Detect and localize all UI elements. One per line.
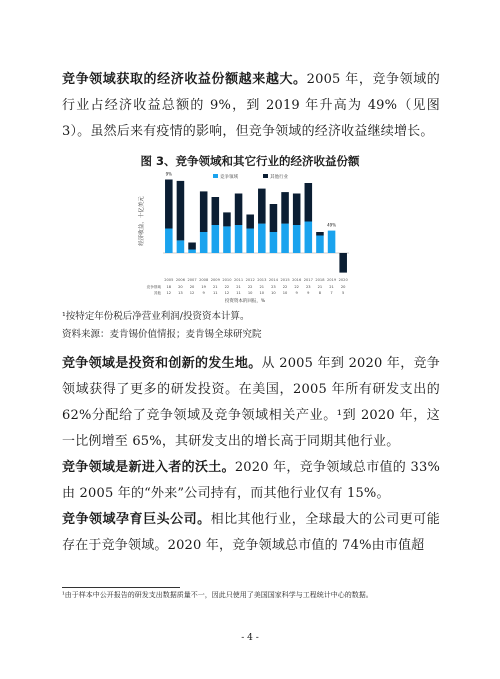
bar-competitive	[177, 240, 185, 253]
row1-value: 21	[317, 285, 323, 289]
x-tick-label: 2007	[187, 278, 197, 282]
row2-value: 7	[330, 291, 333, 295]
paragraph-body: 2020 年，竞争领域总市值的 33%由 2005 年的“外来”公司持有，而其他行业仅有 15%。	[62, 460, 440, 501]
chart-note: ¹按特定年份税后净营业利润/投资资本计算。	[62, 311, 250, 322]
row2-value: 8	[318, 291, 322, 295]
bar-other	[281, 192, 289, 224]
bar-other	[270, 204, 278, 232]
bar-other	[293, 194, 301, 226]
footnote: ¹由于样本中公开报告的研发支出数据质量不一，因此只使用了美国国家科学与工程统计中心的数据。	[62, 591, 373, 599]
x-tick-label: 2015	[280, 278, 290, 282]
callout-label: 49%	[327, 222, 337, 228]
row2-value: 12	[166, 291, 172, 295]
row1-value: 21	[213, 285, 218, 289]
bar-other	[339, 253, 347, 273]
bar-competitive	[165, 229, 173, 254]
paragraph-economic-profit	[62, 67, 440, 145]
bar-other	[188, 243, 196, 250]
legend-swatch-competitive	[213, 174, 218, 178]
bar-competitive	[305, 222, 313, 254]
bar-competitive	[281, 224, 289, 253]
x-tick-label: 2009	[210, 278, 220, 282]
bar-other	[246, 215, 254, 229]
bar-other	[165, 180, 173, 229]
paragraph-investment	[62, 351, 440, 455]
row1-value: 21	[259, 285, 265, 289]
bar-other	[258, 189, 266, 224]
x-tick-label: 2017	[303, 278, 313, 282]
chart-svg	[135, 171, 355, 306]
footnote-divider	[62, 587, 180, 588]
legend-label-competitive: 竞争领域	[220, 175, 238, 180]
row2-value: 11	[236, 291, 241, 295]
row1-value: 21	[329, 285, 334, 289]
paragraph-lead: 竞争领域是新进入者的沃土。	[62, 460, 235, 475]
x-tick-label: 2013	[257, 278, 267, 282]
x-tick-label: 2005	[164, 278, 174, 282]
bar-other	[177, 181, 185, 241]
paragraph-body: 相比其他行业，全球最大的公司更可能存在于竞争领域。2020 年，竞争领域总市值的 74%由市值超	[62, 512, 440, 553]
legend-label-other: 其他行业	[270, 175, 288, 180]
bar-competitive	[200, 232, 208, 253]
x-tick-label: 2016	[292, 278, 302, 282]
bar-other	[316, 232, 324, 236]
x-tick-label: 2006	[175, 278, 186, 282]
row1-value: 20	[178, 285, 183, 289]
row2-value: 13	[178, 291, 183, 295]
paragraph-lead: 竞争领域是投资和创新的发生地。	[62, 356, 262, 371]
bar-other	[200, 191, 208, 232]
bar-other	[223, 212, 231, 226]
bar-competitive	[188, 250, 196, 254]
row2-value: 5	[342, 291, 345, 295]
x-tick-label: 2020	[338, 278, 348, 282]
x-tick-label: 2012	[245, 278, 255, 282]
bar-competitive	[293, 225, 301, 253]
paragraph-body: 从 2005 年到 2020 年，竞争领域获得了更多的研发投资。在美国，2005 年所有研发支出的 62%分配给了竞争领域及竞争领域相关产业。¹到 2020 年，这一比例增至 65%，其研发支出的增长高于同期其他行业。	[62, 356, 440, 449]
row1-value: 22	[282, 285, 288, 289]
x-tick-label: 2010	[222, 278, 232, 282]
legend-swatch-other	[263, 174, 268, 178]
row2-value: 10	[259, 291, 265, 295]
row2-value: 10	[282, 291, 288, 295]
row2-value: 9	[202, 291, 205, 295]
paragraph-lead: 竞争领域获取的经济收益份额越来越大。	[62, 72, 307, 87]
callout-label: 9%	[165, 171, 172, 177]
bar-competitive	[235, 225, 243, 253]
row1-value: 22	[247, 285, 253, 289]
paragraph-giants	[62, 507, 440, 559]
row1-value: 20	[340, 285, 346, 289]
bar-competitive	[258, 224, 266, 253]
figure-title: 图 3、竞争领域和其它行业的经济收益份额	[140, 154, 360, 168]
bar-competitive	[246, 229, 254, 254]
bar-other	[235, 194, 243, 226]
row1-value: 19	[201, 285, 206, 289]
x-tick-label: 2011	[233, 278, 244, 282]
row2-value: 10	[271, 291, 276, 295]
bar-competitive	[328, 231, 336, 253]
bar-competitive	[212, 225, 220, 253]
row2-value: 12	[224, 291, 230, 295]
row1-value: 20	[189, 285, 195, 289]
x-tick-label: 2014	[268, 278, 279, 282]
paragraph-new-entrants	[62, 455, 440, 507]
row1-value: 18	[166, 285, 172, 289]
x-tick-label: 2008	[199, 278, 209, 282]
chart	[135, 171, 355, 306]
row-label-competitive: 竞争领域	[146, 285, 161, 289]
row1-value: 22	[294, 285, 299, 289]
row2-value: 9	[295, 291, 298, 295]
page-number: - 4 -	[241, 633, 259, 643]
row1-value: 23	[271, 285, 276, 289]
chart-source: 资料来源：麦肯锡价值情报；麦肯锡全球研究院	[62, 329, 262, 340]
paragraph-body: 2005 年，竞争领域的行业占经济收益总额的 9%，到 2019 年升高为 49%（见图 3）。虽然后来有疫情的影响，但竞争领域的经济收益继续增长。	[62, 72, 440, 139]
x-tick-label: 2019	[326, 278, 337, 282]
bar-competitive	[223, 226, 231, 253]
bar-other	[305, 183, 313, 222]
bar-competitive	[316, 236, 324, 254]
y-axis-label: 经济收益，十亿美元	[139, 196, 145, 246]
bar-other	[212, 197, 220, 225]
row2-value: 12	[189, 291, 195, 295]
bar-competitive	[270, 232, 278, 253]
paragraph-lead: 竞争领域孕育巨头公司。	[62, 512, 211, 527]
row2-value: 10	[247, 291, 253, 295]
row2-value: 11	[213, 291, 218, 295]
x-tick-label: 2018	[315, 278, 325, 282]
row-label-other: 其他	[153, 291, 161, 295]
row2-value: 9	[307, 291, 310, 295]
row1-value: 21	[236, 285, 241, 289]
x-axis-label: 投资资本的回报，%	[224, 299, 266, 304]
row1-value: 22	[224, 285, 230, 289]
row1-value: 23	[306, 285, 311, 289]
